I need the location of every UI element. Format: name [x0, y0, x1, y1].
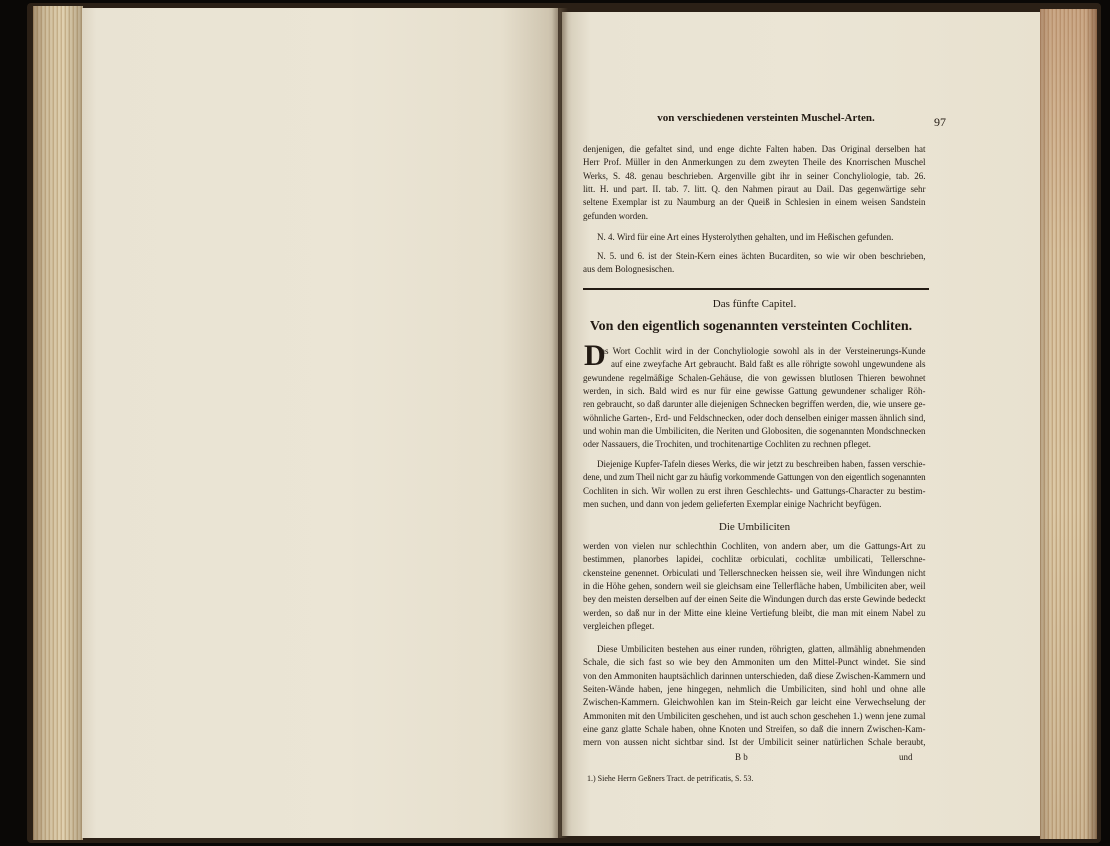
text-line: Schale, die sich fast so wie bey den Ammoniten um den Mittel-Punct windet. Sie sind — [583, 657, 926, 668]
text-line: dene, und zum Theil nicht gar zu häufig vorkommende Gattungen von den eigentlich sogenannten — [583, 472, 926, 483]
text-line: aus dem Bolognesischen. — [583, 264, 675, 275]
text-line: bestimmen, planorbes lapidei, cochlitæ orbiculati, cochlitæ umbilicati, Tellerschne- — [583, 554, 926, 565]
text-line: vergleichen pfleget. — [583, 621, 655, 632]
text-line: as Wort Cochlit wird in der Conchyliologie sowohl als in der Versteinerungs-Kunde — [601, 346, 926, 356]
text-line: bey den meisten derselben auf der einen Seite die Windungen durch das erste Gewinde bedeckt — [583, 594, 926, 605]
book-gutter — [552, 8, 568, 838]
text-line: Herr Prof. Müller in den Anmerkungen zu dem zweyten Theile des Knorrischen Muschel — [583, 157, 926, 168]
text-line: N. 5. und 6. ist der Stein-Kern eines ächten Bucarditen, so wie wir oben beschrieben, — [597, 251, 926, 261]
text-line: Ammoniten mit den Umbiliciten geschehen, und ist auch schon geschehen 1.) wenn jene zumal — [583, 710, 926, 721]
text-line: Diese Umbiliciten bestehen aus einer runden, röhrigten, glatten, allmählig abnehmenden — [597, 644, 926, 654]
chapter-label: Das fünfte Capitel. — [712, 298, 797, 310]
text-line: eine ganz glatte Schale haben, ohne Knoten und Streifen, so daß die innern Zwischen-Kam- — [583, 724, 926, 735]
text-line: auf eine zweyfache Art gebraucht. Bald faßt es alle röhrigte sowohl ungewundene als — [611, 359, 926, 370]
paragraph-umbiliciten-definition — [583, 540, 926, 633]
text-line: men suchen, und dann von jedem gelieferten Exemplar einige Nachricht beyfügen. — [583, 499, 882, 510]
text-line: Zwischen-Kammern. Gleichwohlen kan im Stein-Reich gar leicht eine Verwechselung der — [583, 697, 926, 708]
text-line: werden von vielen nur schlechthin Cochliten, von andern aber, um die Gattungs-Art zu — [583, 541, 926, 551]
paragraph-intro — [583, 345, 926, 452]
left-page-edges — [33, 6, 83, 840]
running-head: von verschiedenen versteinten Muschel-Arten. — [657, 112, 875, 124]
paragraph-plates — [583, 458, 926, 511]
signature-mark: B b — [735, 752, 748, 762]
text-line: Diejenige Kupfer-Tafeln dieses Werks, die wir jetzt zu beschreiben haben, fassen verschie- — [597, 459, 926, 469]
text-line: seltene Exemplar ist zu Naumburg an der Queiß in Schlesien in einem weisen Sandstein — [583, 197, 926, 208]
drop-cap: D — [584, 339, 606, 372]
text-line: N. 4. Wird für eine Art eines Hysterolythen gehalten, und im Heßischen gefunden. — [597, 232, 894, 242]
text-line: oder Nassauers, die Trochiten, und trochitenartige Cochliten zu rechnen pfleget. — [583, 439, 871, 450]
text-line: ckensteine genennet. Orbiculati und Tellerschnecken heissen sie, weil ihre Windungen nicht — [583, 567, 926, 578]
text-line: Seiten-Wände haben, jene hingegen, nehmlich die Umbiliciten, sind hohl und ohne alle — [583, 684, 926, 695]
text-line: mern von aussen nicht sichtbar sind. Ist der Umbilicit seiner natürlichen Schale beraubt, — [583, 737, 926, 748]
text-line: werden, so daß nur in der Mitte eine kleine Vertiefung bleibt, die man mit einem Nabel zu — [583, 607, 926, 618]
text-line: denjenigen, die gefaltet sind, und enge dichte Falten haben. Das Original derselben hat — [583, 144, 926, 154]
right-page-edges — [1040, 9, 1097, 839]
text-line: in die Höhe gehen, sondern weil sie gleichsam eine Tellerfläche haben, Umbiliciten aber, weil — [583, 581, 926, 592]
text-line: von den Ammoniten hauptsächlich darinnen unterschieden, daß diese Zwischen-Kammern und — [583, 670, 926, 681]
paragraph-continued — [583, 143, 926, 223]
chapter-title: Von den eigentlich sogenannten versteinten Cochliten. — [589, 319, 913, 334]
paragraph-item-n5 — [583, 250, 926, 277]
footnote: 1.) Siehe Herrn Geßners Tract. de petrificatis, S. 53. — [587, 774, 754, 783]
text-line: wöhnliche Garten-, Erd- und Feldschnecken, oder doch denselben einiger massen ähnlich sind, — [583, 412, 926, 423]
text-line: Cochliten in sich. Wir wollen zu erst ihren Geschlechts- und Gattungs-Character zu bestim- — [583, 485, 926, 496]
text-line: Werks, S. 48. genau beschrieben. Argenville gibt ihr in seiner Conchyliologie, tab. 26. — [583, 170, 926, 181]
paragraph-umbiliciten-description — [583, 643, 926, 750]
text-line: ren gebraucht, so daß darunter alle diejenigen Schnecken begriffen werden, die, wie unsere ge- — [583, 399, 926, 410]
section-heading: Die Umbiliciten — [718, 521, 791, 533]
page-number: 97 — [934, 115, 946, 129]
text-line: und wohin man die Umbiliciten, die Neriten und Globositen, die sogenannten Mondschnecken — [583, 426, 926, 437]
paragraph-item-n4 — [583, 231, 926, 244]
text-line: litt. H. und part. II. tab. 7. litt. Q. den Nahmen piraut au Dail. Das gegenwärtige sehr — [583, 184, 926, 195]
text-line: gefunden worden. — [583, 210, 648, 221]
horizontal-rule — [583, 288, 929, 290]
text-line: werden, in sich. Bald wird es nur für eine gewisse Gattung gewundener schaliger Röh- — [583, 386, 926, 397]
left-page — [82, 8, 558, 838]
catchword: und — [899, 752, 913, 762]
text-line: gewundene regelmäßige Schalen-Gehäuse, die von gewissen blutlosen Thieren bewohnet — [583, 372, 926, 383]
